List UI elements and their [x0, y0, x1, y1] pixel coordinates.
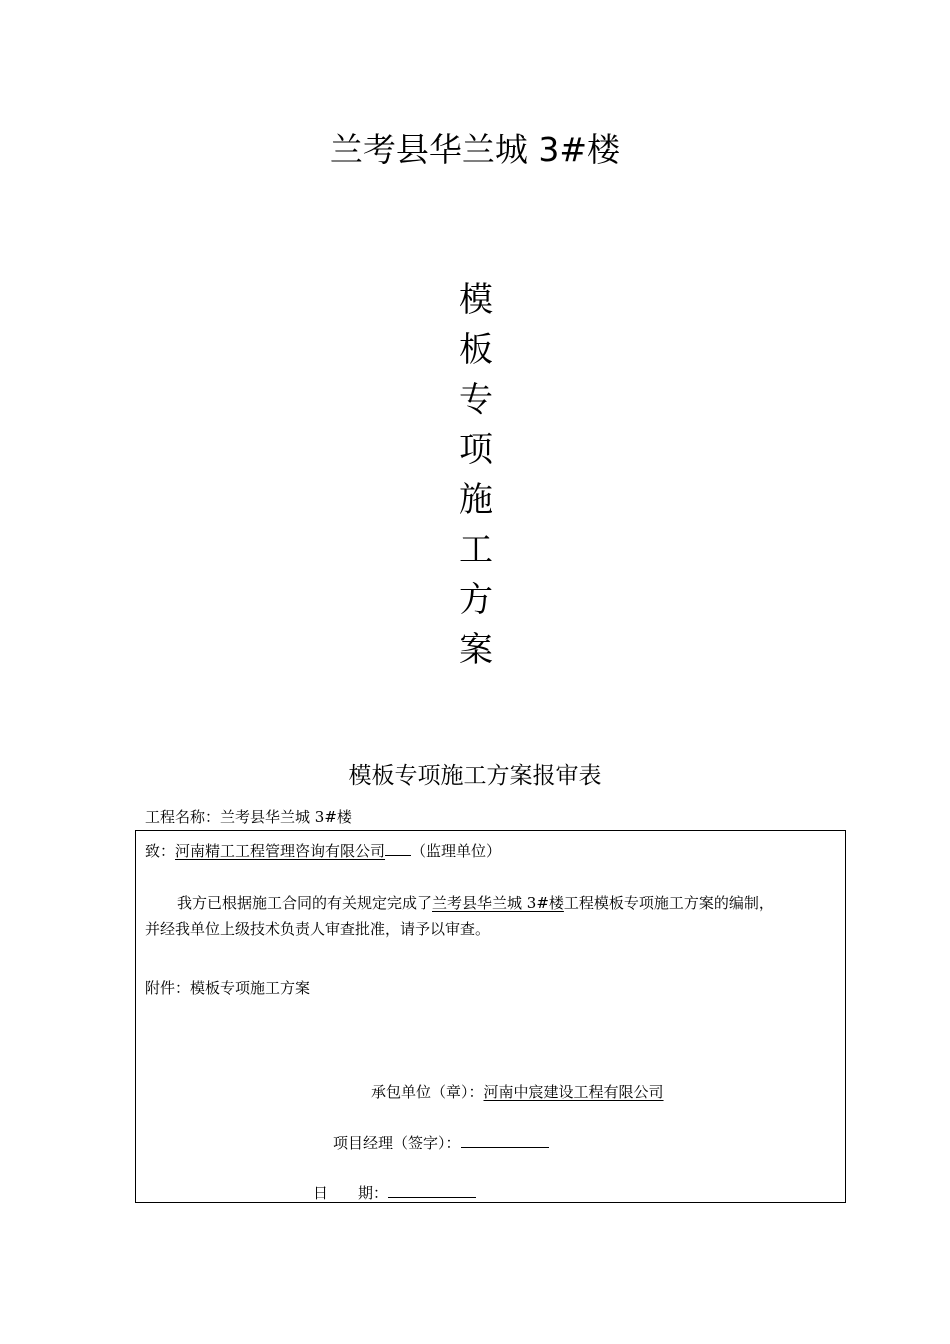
project-title: 兰考县华兰城 3#楼 — [329, 130, 621, 169]
review-form-box — [135, 830, 846, 1203]
plan-title-char: 模 — [459, 280, 493, 320]
supervisor-suffix: （监理单位） — [411, 842, 502, 860]
form-title: 模板专项施工方案报审表 — [348, 763, 602, 789]
plan-title-char: 案 — [459, 630, 493, 670]
addressee-line — [145, 839, 501, 862]
manager-label: 项目经理（签字）： — [333, 1134, 461, 1152]
plan-title-char: 项 — [459, 430, 493, 470]
plan-title-vertical — [455, 275, 497, 675]
date-label: 日 期： — [313, 1184, 389, 1202]
body-project-name: 兰考县华兰城 3#楼 — [432, 894, 564, 912]
manager-signature-line — [333, 1131, 549, 1154]
project-name-line — [145, 806, 352, 828]
plan-title-char: 方 — [459, 580, 493, 620]
addressee-underline-gap — [385, 839, 411, 856]
body-text-part1: 我方已根据施工合同的有关规定完成了 — [177, 894, 433, 912]
date-line — [313, 1181, 476, 1204]
attachment-label: 附件： — [145, 979, 191, 997]
date-blank[interactable] — [388, 1181, 476, 1198]
plan-title-char: 板 — [459, 330, 493, 370]
project-name-value: 兰考县华兰城 3#楼 — [220, 808, 352, 826]
contractor-name: 河南中宸建设工程有限公司 — [483, 1083, 664, 1101]
contractor-line — [371, 1081, 664, 1103]
attachment-line — [145, 977, 310, 999]
plan-title-char: 工 — [459, 530, 493, 570]
contractor-label: 承包单位（章）： — [371, 1083, 484, 1101]
body-line-2: 并经我单位上级技术负责人审查批准，请予以审查。 — [145, 920, 491, 938]
supervisor-company: 河南精工工程管理咨询有限公司 — [175, 842, 386, 860]
plan-title-char: 专 — [459, 380, 493, 420]
attachment-name: 模板专项施工方案 — [190, 979, 311, 997]
plan-title-char: 施 — [459, 480, 493, 520]
manager-signature-blank[interactable] — [461, 1131, 549, 1148]
to-label: 致： — [145, 842, 176, 860]
project-name-label: 工程名称： — [145, 808, 221, 826]
body-text-part2: 工程模板专项施工方案的编制， — [563, 894, 774, 912]
body-line-1 — [177, 892, 774, 914]
